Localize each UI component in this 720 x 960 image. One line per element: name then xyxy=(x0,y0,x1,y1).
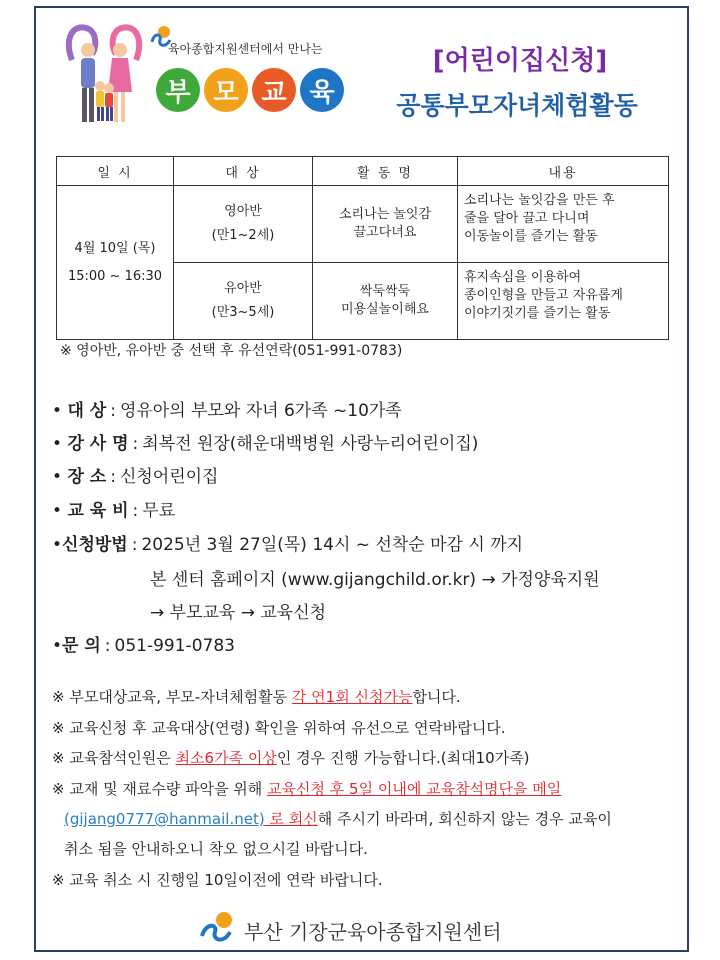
table-header-row xyxy=(57,157,669,186)
date-text: 4월 10일 (목) xyxy=(74,240,156,256)
content-line: 이야기짓기를 즐기는 활동 xyxy=(464,306,611,321)
activity-line: 미용실놀이해요 xyxy=(341,302,429,317)
info-target: • 대 상 : 영유아의 부모와 자녀 6가족 ~10가족 xyxy=(52,396,402,421)
activity-cell xyxy=(313,263,458,340)
info-value: 영유아의 부모와 자녀 6가족 ~10가족 xyxy=(119,401,402,421)
info-label: 장 소 xyxy=(67,467,107,487)
logo-circle-1: 부 xyxy=(156,68,200,112)
info-value: 051-991-0783 xyxy=(114,636,235,656)
schedule-table xyxy=(56,156,669,340)
notice-highlight: 교육신청 후 5일 이내에 교육참석명단을 메일 xyxy=(267,780,562,798)
email-link[interactable]: (gijang0777@hanmail.net) xyxy=(64,810,265,828)
notice-text: 인 경우 진행 가능합니다.(최대10가족) xyxy=(276,749,530,767)
notice-3 xyxy=(52,747,530,768)
page-subtitle: 공통부모자녀체험활동 xyxy=(396,91,638,120)
content-line: 줄을 달아 끌고 다니며 xyxy=(464,211,590,226)
footer-org: 부산 기장군육아종합지원센터 xyxy=(244,920,502,944)
info-lecturer: • 강 사 명 : 최복전 원장(해운대백병원 사랑누리어린이집) xyxy=(52,429,478,454)
date-cell xyxy=(57,186,174,340)
target-age: (만3~5세) xyxy=(211,305,275,320)
notice-highlight: 최소6가족 이상 xyxy=(175,749,277,767)
brand-line: 육아종합지원센터에서 만나는 xyxy=(168,42,323,56)
info-label: 교 육 비 xyxy=(67,501,129,521)
content-cell xyxy=(458,263,669,340)
info-value: 2025년 3월 27일(목) 14시 ~ 선착순 마감 시 까지 xyxy=(141,535,524,555)
activity-line: 싹둑싹둑 xyxy=(359,284,411,299)
notice-highlight: 로 회신 xyxy=(264,810,318,828)
notice-highlight: 각 연1회 신청가능 xyxy=(291,688,413,706)
info-value: 신청어린이집 xyxy=(119,467,219,487)
header-content: 내용 xyxy=(458,157,669,186)
info-value: 최복전 원장(해운대백병원 사랑누리어린이집) xyxy=(142,434,479,454)
apply-line-3: → 부모교육 → 교육신청 xyxy=(150,603,327,623)
target-name: 영아반 xyxy=(224,204,262,219)
info-apply: •신청방법 : 2025년 3월 27일(목) 14시 ~ 선착순 마감 시 까지 xyxy=(52,530,523,555)
table-row xyxy=(57,186,669,263)
program-logo xyxy=(156,68,344,112)
table-note: ※ 영아반, 유아반 중 선택 후 유선연락(051-991-0783) xyxy=(60,343,403,359)
time-text: 15:00 ~ 16:30 xyxy=(67,268,163,284)
notice-4-line-3: 취소 됨을 안내하오니 착오 없으시길 바랍니다. xyxy=(64,840,368,858)
info-value: 무료 xyxy=(142,501,176,521)
content-cell xyxy=(458,186,669,263)
target-name: 유아반 xyxy=(224,281,262,296)
notice-4-line-2 xyxy=(64,808,612,829)
info-contact: •문 의 : 051-991-0783 xyxy=(52,631,235,656)
apply-line-2: 본 센터 홈페이지 (www.gijangchild.or.kr) → 가정양육지원 xyxy=(150,570,600,590)
notice-2: ※ 교육신청 후 교육대상(연령) 확인을 위하여 유선으로 연락바랍니다. xyxy=(52,719,506,737)
info-fee: • 교 육 비 : 무료 xyxy=(52,496,175,521)
activity-cell xyxy=(313,186,458,263)
content-line: 이동놀이를 즐기는 활동 xyxy=(464,229,598,244)
header-date: 일 시 xyxy=(57,157,174,186)
target-age: (만1~2세) xyxy=(211,228,275,243)
notice-text: ※ 교재 및 재료수량 파악을 위해 xyxy=(52,780,268,798)
header-target: 대 상 xyxy=(174,157,313,186)
notice-text: ※ 교육참석인원은 xyxy=(52,749,176,767)
page-title: [어린이집신청] xyxy=(432,46,608,76)
info-label: 대 상 xyxy=(67,401,107,421)
activity-line: 끌고다녀요 xyxy=(353,225,417,240)
logo-circle-4: 육 xyxy=(300,68,344,112)
info-label: 신청방법 xyxy=(62,535,128,555)
notice-text: 해 주시기 바라며, 회신하지 않는 경우 교육이 xyxy=(317,810,612,828)
target-cell xyxy=(174,263,313,340)
content-line: 종이인형을 만들고 자유롭게 xyxy=(464,288,623,303)
logo-circle-3: 교 xyxy=(252,68,296,112)
notice-5: ※ 교육 취소 시 진행일 10일이전에 연락 바랍니다. xyxy=(52,871,383,889)
target-cell xyxy=(174,186,313,263)
family-illustration xyxy=(62,20,146,130)
activity-line: 소리나는 놀잇감 xyxy=(338,207,432,222)
info-place: • 장 소 : 신청어린이집 xyxy=(52,462,218,487)
info-label: 강 사 명 xyxy=(67,434,129,454)
info-label: 문 의 xyxy=(62,636,101,656)
logo-circle-2: 모 xyxy=(204,68,248,112)
notice-text: 합니다. xyxy=(412,688,461,706)
content-line: 소리나는 놀잇감을 만든 후 xyxy=(464,193,615,208)
notice-text: ※ 부모대상교육, 부모-자녀체험활동 xyxy=(52,688,292,706)
notice-4 xyxy=(52,778,561,799)
content-line: 휴지속심을 이용하여 xyxy=(464,270,582,285)
footer-logo-icon xyxy=(198,910,238,946)
header-activity: 활 동 명 xyxy=(313,157,458,186)
notice-1 xyxy=(52,686,461,707)
